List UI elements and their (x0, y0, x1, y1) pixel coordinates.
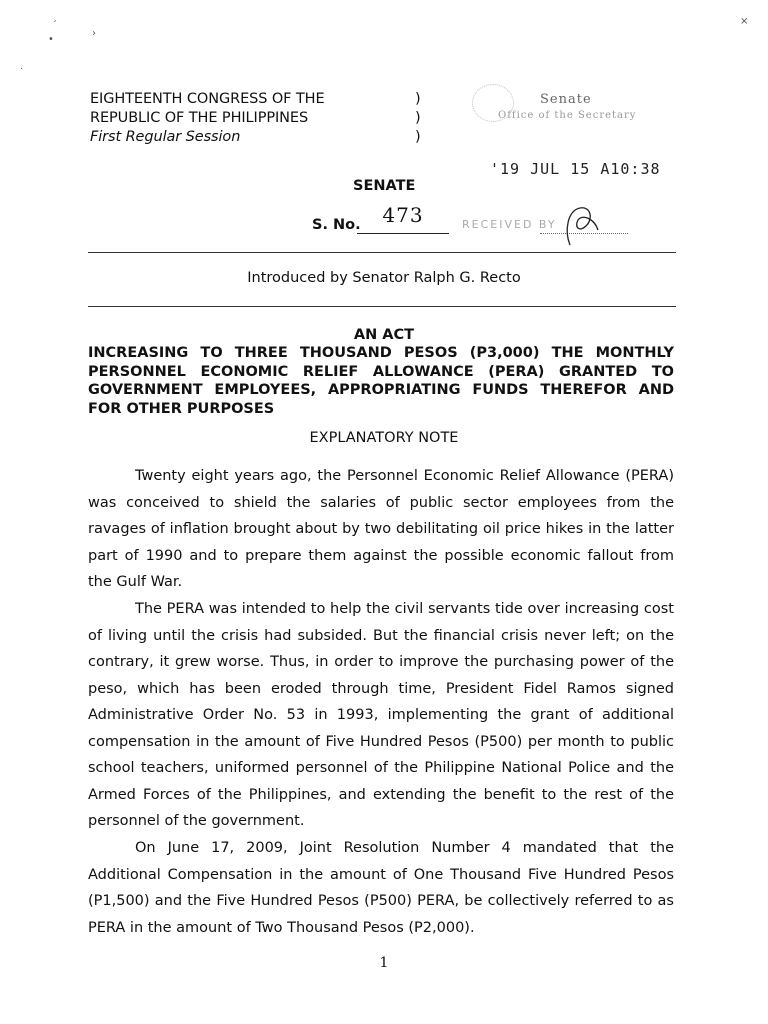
scan-speck: › (92, 28, 96, 39)
divider (88, 306, 676, 307)
explanatory-note-heading: EXPLANATORY NOTE (309, 430, 459, 446)
signature-icon (560, 200, 600, 250)
body-paragraph: On June 17, 2009, Joint Resolution Number 4 mandated that the Additional Compensation in the amount of One Thousand Five Hundred Pesos (P1,500) and the Five Hundred Pesos (P500) PERA, be collectively referred to as PERA in the amount of Two Thousand Pesos (P2,000). (88, 840, 674, 936)
act-heading: AN ACT (353, 327, 415, 343)
scan-speck: ⨯ (740, 16, 749, 27)
scan-speck: ˊ (52, 20, 57, 31)
congress-line: EIGHTEENTH CONGRESS OF THE (90, 91, 325, 107)
divider (88, 252, 676, 253)
received-date-stamp: '19 JUL 15 A10:38 (490, 160, 661, 178)
session-line: First Regular Session (90, 129, 241, 145)
senate-label: SENATE (353, 178, 416, 194)
stamp-office-text: Senate (540, 92, 592, 107)
header-parentheses: ) ) ) (415, 91, 421, 145)
bill-number-underline (357, 233, 449, 234)
congress-header (90, 90, 325, 147)
introduced-by: Introduced by Senator Ralph G. Recto (247, 270, 521, 286)
scan-speck: · (20, 64, 24, 75)
bill-number: 473 (382, 203, 424, 227)
act-title: INCREASING TO THREE THOUSAND PESOS (P3,000) THE MONTHLY PERSONNEL ECONOMIC RELIEF ALLOWANCE (PERA) GRANTED TO GOVERNMENT EMPLOYEES, APPROPRIATING FUNDS THEREFOR AND FOR OTHER PURPOSES (88, 345, 674, 417)
stamp-sub-text: Office of the Secretary (498, 110, 637, 121)
page-number: 1 (379, 955, 389, 971)
received-by-stamp: RECEIVED BY (462, 218, 557, 231)
body-paragraph: The PERA was intended to help the civil servants tide over increasing cost of living until the crisis had subsided. But the financial crisis never left; on the contrary, it grew worse. Thus, in order to improve the purchasing power of the peso, which has been eroded through time, President Fidel Ramos signed Administrative Order No. 53 in 1993, implementing the grant of additional compensation in the amount of Five Hundred Pesos (P500) per month to public school teachers, uniformed personnel of the Philippine National Police and the Armed Forces of the Philippines, and extending the benefit to the rest of the personnel of the government. (88, 601, 674, 829)
scan-speck: • (48, 34, 54, 45)
body-paragraph: Twenty eight years ago, the Personnel Economic Relief Allowance (PERA) was conceived to shield the salaries of public sector employees from the ravages of inflation brought about by two debilitating oil price hikes in the latter part of 1990 and to prepare them against the possible economic fallout from the Gulf War. (88, 468, 674, 590)
republic-line: REPUBLIC OF THE PHILIPPINES (90, 110, 309, 126)
bill-number-label: S. No. (312, 217, 361, 233)
